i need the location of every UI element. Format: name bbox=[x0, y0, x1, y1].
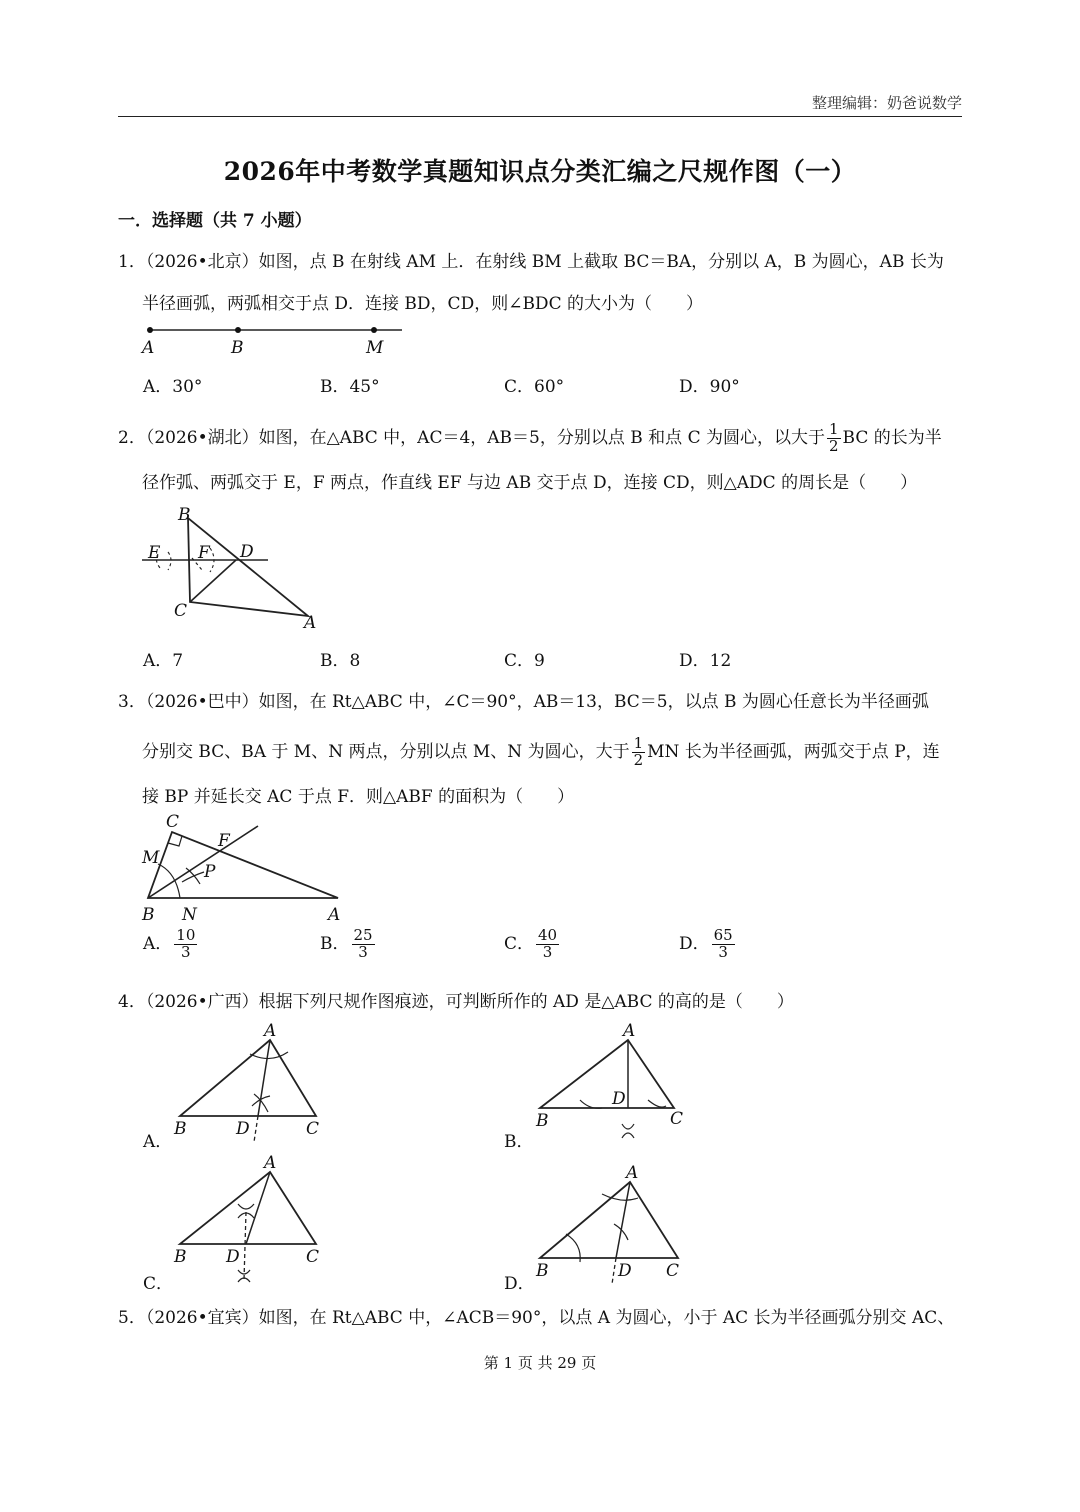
q3-option-b-num: 25 bbox=[353, 926, 373, 944]
q3-option-a bbox=[143, 928, 199, 961]
q4d-label-a: A bbox=[626, 1163, 639, 1183]
q3-option-d-num: 65 bbox=[713, 926, 733, 944]
header-rule bbox=[118, 116, 962, 117]
q4a-label-d: D bbox=[236, 1119, 250, 1139]
q4-figure-d bbox=[530, 1164, 690, 1289]
q3-option-c-num: 40 bbox=[538, 926, 558, 944]
q3-option-b-fraction bbox=[352, 928, 375, 961]
q4a-label-a: A bbox=[264, 1021, 277, 1041]
q3-label-c: C bbox=[166, 812, 180, 832]
q3-line-2 bbox=[142, 736, 940, 769]
q3-label-p: P bbox=[204, 862, 216, 882]
q2-half-fraction bbox=[827, 422, 841, 455]
q4-figure-b bbox=[530, 1020, 690, 1145]
q3-label-a: A bbox=[328, 905, 341, 925]
q2-line-1 bbox=[118, 422, 942, 455]
q3-half-fraction bbox=[632, 736, 646, 769]
q3-option-a-letter: A． bbox=[143, 933, 173, 954]
q4c-label-a: A bbox=[264, 1153, 277, 1173]
q4d-label-d: D bbox=[618, 1261, 632, 1281]
q3-option-d bbox=[679, 928, 737, 961]
q3-option-c-letter: C． bbox=[504, 933, 535, 954]
q3-label-n: N bbox=[182, 905, 197, 925]
q4-line-1: 4．（2026•广西）根据下列尺规作图痕迹，可判断所作的 AD 是△ABC 的高的是（ ） bbox=[118, 992, 794, 1012]
q3-line-2-part-b: MN 长为半径画弧，两弧交于点 P，连 bbox=[647, 741, 940, 762]
q3-label-b: B bbox=[142, 905, 155, 925]
q4c-label-b: B bbox=[174, 1247, 187, 1267]
q1-line-1: 1．（2026•北京）如图，点 B 在射线 AM 上．在射线 BM 上截取 BC＝BA，分别以 A，B 为圆心，AB 长为 bbox=[118, 252, 944, 272]
q1-option-b: B．45° bbox=[320, 377, 380, 397]
q1-line-2: 半径画弧，两弧相交于点 D．连接 BD，CD，则∠BDC 的大小为（ ） bbox=[142, 294, 703, 314]
q2-line-2: 径作弧、两弧交于 E，F 两点，作直线 EF 与边 AB 交于点 D，连接 CD，则△ADC 的周长是（ ） bbox=[142, 473, 918, 493]
document-title: 2026年中考数学真题知识点分类汇编之尺规作图（一） bbox=[223, 157, 857, 186]
header-editor-note: 整理编辑：奶爸说数学 bbox=[811, 94, 962, 112]
q1-option-d: D．90° bbox=[679, 377, 740, 397]
q2-label-d: D bbox=[240, 542, 254, 562]
q3-option-d-den: 3 bbox=[718, 942, 728, 961]
q1-option-c: C．60° bbox=[504, 377, 565, 397]
q4d-label-c: C bbox=[666, 1261, 680, 1281]
q2-figure bbox=[140, 500, 340, 635]
q4-figure-c bbox=[170, 1152, 330, 1287]
q3-line-1: 3．（2026•巴中）如图，在 Rt△ABC 中，∠C＝90°，AB＝13，BC＝5，以点 B 为圆心任意长为半径画弧 bbox=[118, 692, 929, 712]
q4-figure-a bbox=[170, 1020, 330, 1145]
q1-option-a: A．30° bbox=[143, 377, 203, 397]
q2-frac-num: 1 bbox=[828, 420, 839, 438]
q3-option-b-letter: B． bbox=[320, 933, 350, 954]
q3-line-2-part-a: 分别交 BC、BA 于 M、N 两点，分别以点 M、N 为圆心，大于 bbox=[142, 741, 630, 762]
q4b-label-b: B bbox=[536, 1111, 549, 1131]
q2-option-b: B．8 bbox=[320, 651, 361, 671]
page-footer: 第 1 页 共 29 页 bbox=[483, 1354, 597, 1372]
q4b-label-c: C bbox=[670, 1109, 684, 1129]
q3-option-c-fraction bbox=[536, 928, 559, 961]
q2-label-e: E bbox=[148, 543, 161, 563]
q2-line-1-part-a: 2．（2026•湖北）如图，在△ABC 中，AC＝4，AB＝5，分别以点 B 和点 C 为圆心，以大于 bbox=[118, 427, 825, 448]
q2-line-1-part-b: BC 的长为半 bbox=[842, 427, 942, 448]
q4-option-b-letter: B． bbox=[504, 1132, 534, 1152]
q3-label-f: F bbox=[218, 831, 230, 851]
q3-option-b-den: 3 bbox=[358, 942, 368, 961]
q2-option-d: D．12 bbox=[679, 651, 732, 671]
q3-option-d-fraction bbox=[712, 928, 735, 961]
q4b-label-d: D bbox=[612, 1089, 626, 1109]
q4b-label-a: A bbox=[623, 1021, 636, 1041]
q1-figure bbox=[130, 318, 420, 360]
q2-frac-den: 2 bbox=[828, 436, 839, 455]
q3-option-a-fraction bbox=[174, 928, 197, 961]
q3-option-b bbox=[320, 928, 377, 961]
q2-label-f: F bbox=[198, 543, 210, 563]
q1-label-a: A bbox=[142, 338, 155, 358]
q4a-label-b: B bbox=[174, 1119, 187, 1139]
q3-frac-num: 1 bbox=[633, 734, 644, 752]
q3-line-3: 接 BP 并延长交 AC 于点 F．则△ABF 的面积为（ ） bbox=[142, 787, 575, 807]
q4a-label-c: C bbox=[306, 1119, 320, 1139]
q1-label-m: M bbox=[366, 338, 384, 358]
q3-option-d-letter: D． bbox=[679, 933, 710, 954]
q2-option-c: C．9 bbox=[504, 651, 545, 671]
q3-option-a-den: 3 bbox=[181, 942, 191, 961]
q2-label-c: C bbox=[174, 601, 188, 621]
q5-line-1: 5．（2026•宜宾）如图，在 Rt△ABC 中，∠ACB＝90°，以点 A 为圆心，小于 AC 长为半径画弧分别交 AC、 bbox=[118, 1308, 955, 1328]
q3-option-c bbox=[504, 928, 561, 961]
q4c-label-c: C bbox=[306, 1247, 320, 1267]
q3-frac-den: 2 bbox=[633, 750, 644, 769]
q3-option-a-num: 10 bbox=[176, 926, 196, 944]
q3-option-c-den: 3 bbox=[542, 942, 553, 961]
q4c-label-d: D bbox=[226, 1247, 240, 1267]
q3-label-m: M bbox=[142, 848, 160, 868]
q2-label-a: A bbox=[304, 613, 317, 633]
q2-option-a: A．7 bbox=[143, 651, 184, 671]
q4d-label-b: B bbox=[536, 1261, 549, 1281]
q4-option-c-letter: C． bbox=[143, 1274, 174, 1294]
q4-option-a-letter: A． bbox=[143, 1132, 173, 1152]
q2-label-b: B bbox=[178, 505, 191, 525]
q1-label-b: B bbox=[231, 338, 244, 358]
q3-figure bbox=[138, 810, 348, 925]
section-heading: 一．选择题（共 7 小题） bbox=[118, 211, 312, 231]
q4-option-d-letter: D． bbox=[504, 1274, 535, 1294]
